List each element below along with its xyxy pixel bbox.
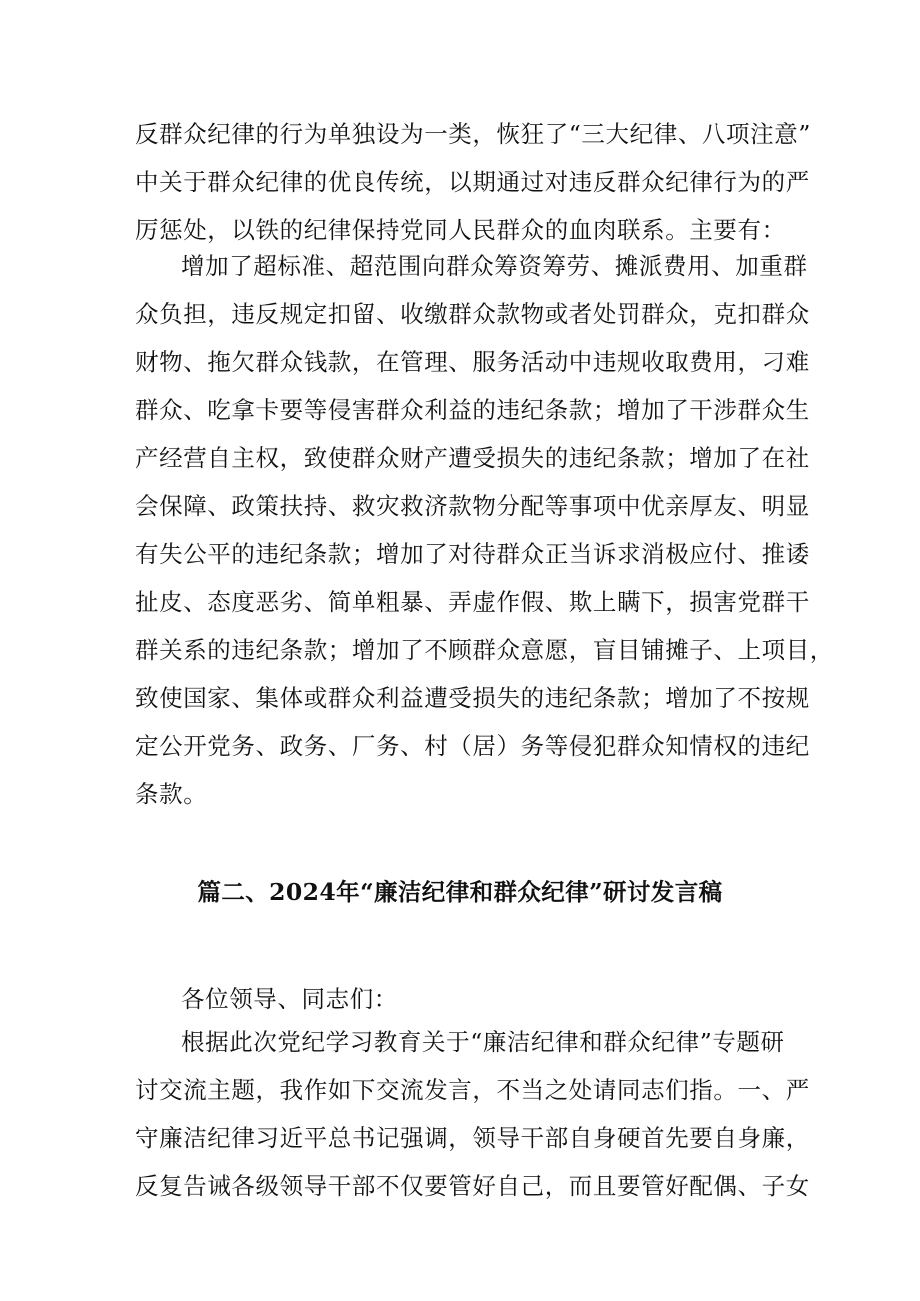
text-line: 守廉洁纪律习近平总书记强调，领导干部自身硬首先要自身廉， [135,1124,810,1152]
text-line: 反复告诫各级领导干部不仅要管好自己，而且要管好配偶、子女 [135,1172,810,1200]
text-line: 定公开党务、政务、厂务、村（居）务等侵犯群众知情权的违纪 [135,732,810,760]
speech-paragraph [135,1018,810,1210]
text-line: 财物、拖欠群众钱款，在管理、服务活动中违规收取费用，刁难 [135,348,810,376]
section-heading: 篇二、2024年“廉洁纪律和群众纪律”研讨发言稿 [197,878,723,906]
text-line: 致使国家、集体或群众利益遭受损失的违纪条款；增加了不按规 [135,684,810,712]
text-line: 群众、吃拿卡要等侵害群众利益的违纪条款；增加了干涉群众生 [135,396,810,424]
text-line: 会保障、政策扶持、救灾救济款物分配等事项中优亲厚友、明显 [135,492,810,520]
text-line: 群关系的违纪条款；增加了不顾群众意愿，盲目铺摊子、上项目， [135,636,834,664]
text-line: 厉惩处，以铁的纪律保持党同人民群众的血肉联系。主要有： [135,216,786,244]
text-line: 根据此次党纪学习教育关于“廉洁纪律和群众纪律”专题研 [181,1028,785,1056]
text-line: 反群众纪律的行为单独设为一类，恢狂了“三大纪律、八项注意” [135,120,811,148]
text-line: 扯皮、态度恶劣、简单粗暴、弄虚作假、欺上瞒下，损害党群干 [135,588,810,616]
additions-paragraph [135,242,834,818]
intro-paragraph [135,110,811,254]
text-line: 讨交流主题，我作如下交流发言，不当之处请同志们指。一、严 [135,1076,810,1104]
salutation-block [135,975,795,1023]
text-line: 条款。 [135,780,208,808]
text-line: 增加了超标准、超范围向群众筹资筹劳、摊派费用、加重群 [181,252,808,280]
text-line: 有失公平的违纪条款；增加了对待群众正当诉求消极应付、推诿 [135,540,810,568]
salutation: 各位领导、同志们： [181,985,398,1013]
text-line: 产经营自主权，致使群众财产遭受损失的违纪条款；增加了在社 [135,444,810,472]
text-line: 众负担，违反规定扣留、收缴群众款物或者处罚群众，克扣群众 [135,300,810,328]
text-line: 中关于群众纪律的优良传统，以期通过对违反群众纪律行为的严 [135,168,810,196]
